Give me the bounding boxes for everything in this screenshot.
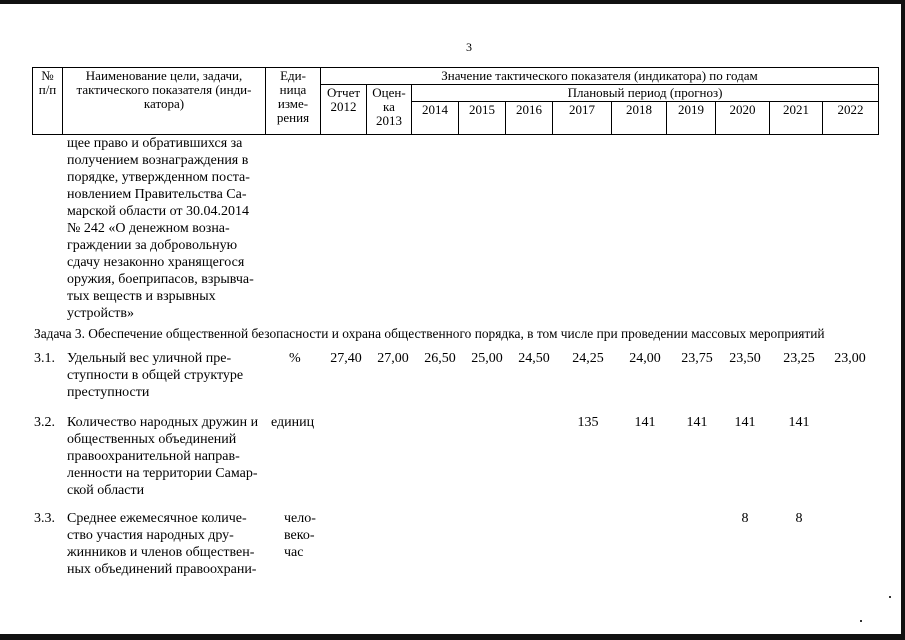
text-line: веко- — [284, 528, 315, 543]
value-cell: 141 — [686, 415, 708, 430]
row-unit — [284, 510, 324, 561]
value-cell: 141 — [634, 415, 656, 430]
header-year: 2016 — [506, 102, 553, 135]
value-cell: 27,00 — [377, 351, 409, 366]
header-name: Наименование цели, задачи, тактического показателя (инди-катора) — [63, 68, 266, 135]
value-cell: 141 — [734, 415, 756, 430]
header-year: 2014 — [412, 102, 459, 135]
header-estimate: Оцен-ка 2013 — [367, 85, 412, 135]
header-year: 2018 — [612, 102, 667, 135]
text-line: преступности — [67, 385, 150, 400]
text-line: жинников и членов обществен- — [67, 545, 255, 560]
text-line: ступности в общей структуре — [67, 368, 244, 383]
value-cell: 23,75 — [681, 351, 713, 366]
value-cell: 135 — [577, 415, 599, 430]
row-unit: % — [289, 351, 301, 366]
value-cell: 25,00 — [471, 351, 503, 366]
text-line: получением вознаграждения в — [67, 153, 249, 168]
text-line: ных объединений правоохрани- — [67, 562, 257, 577]
page-frame-top — [0, 0, 905, 4]
text-line: новлением Правительства Са- — [67, 187, 247, 202]
header-year: 2019 — [667, 102, 716, 135]
header-number: № п/п — [33, 68, 63, 135]
text-line: порядке, утвержденном поста- — [67, 170, 250, 185]
scan-speck — [860, 620, 862, 622]
value-cell: 27,40 — [330, 351, 362, 366]
text-line: щее право и обратившихся за — [67, 136, 243, 151]
header-year: 2017 — [553, 102, 612, 135]
table-header — [32, 67, 878, 132]
header-year: 2021 — [770, 102, 823, 135]
page-number: 3 — [466, 40, 472, 54]
value-cell: 26,50 — [424, 351, 456, 366]
text-line: сдачу незаконно хранящегося — [67, 255, 245, 270]
value-cell: 24,50 — [518, 351, 550, 366]
row-name — [67, 414, 263, 499]
value-cell: 141 — [788, 415, 810, 430]
header-report: Отчет 2012 — [321, 85, 367, 135]
value-cell: 24,00 — [629, 351, 661, 366]
task-heading: Задача 3. Обеспечение общественной безопасности и охрана общественного порядка, в том числе при проведении массовых мероприятий — [34, 326, 825, 341]
value-cell: 8 — [741, 511, 749, 526]
header-year: 2022 — [823, 102, 879, 135]
value-cell: 23,25 — [783, 351, 815, 366]
header-year: 2015 — [459, 102, 506, 135]
text-line: Количество народных дружин и — [67, 415, 259, 430]
text-line: ской области — [67, 483, 145, 498]
text-line: ство участия народных дру- — [67, 528, 234, 543]
text-line: № 242 «О денежном возна- — [67, 221, 230, 236]
text-line: марской области от 30.04.2014 — [67, 204, 250, 219]
header-values: Значение тактического показателя (индикатора) по годам — [321, 68, 879, 85]
text-line: Среднее ежемесячное количе- — [67, 511, 247, 526]
continuation-text — [67, 135, 263, 322]
text-line: правоохранительной направ- — [67, 449, 240, 464]
page-frame-bottom — [0, 634, 905, 640]
text-line: ленности на территории Самар- — [67, 466, 258, 481]
text-line: общественных объединений — [67, 432, 237, 447]
header-unit: Еди-ница изме-рения — [266, 68, 321, 135]
text-line: час — [284, 545, 304, 560]
value-cell: 8 — [795, 511, 803, 526]
row-name — [67, 350, 263, 401]
text-line: граждении за добровольную — [67, 238, 238, 253]
page-frame-right — [901, 0, 905, 640]
row-name — [67, 510, 263, 578]
value-cell: 23,50 — [729, 351, 761, 366]
scan-speck — [889, 596, 891, 598]
text-line: тых веществ и взрывных — [67, 289, 216, 304]
row-unit: единиц — [271, 415, 315, 430]
row-number: 3.1. — [34, 351, 55, 366]
value-cell: 23,00 — [834, 351, 866, 366]
text-line: устройств» — [67, 306, 134, 321]
header-plan: Плановый период (прогноз) — [412, 85, 879, 102]
text-line: Удельный вес уличной пре- — [67, 351, 232, 366]
value-cell: 24,25 — [572, 351, 604, 366]
row-number: 3.3. — [34, 511, 55, 526]
row-number: 3.2. — [34, 415, 55, 430]
text-line: чело- — [284, 511, 316, 526]
text-line: оружия, боеприпасов, взрывча- — [67, 272, 254, 287]
header-year: 2020 — [716, 102, 770, 135]
